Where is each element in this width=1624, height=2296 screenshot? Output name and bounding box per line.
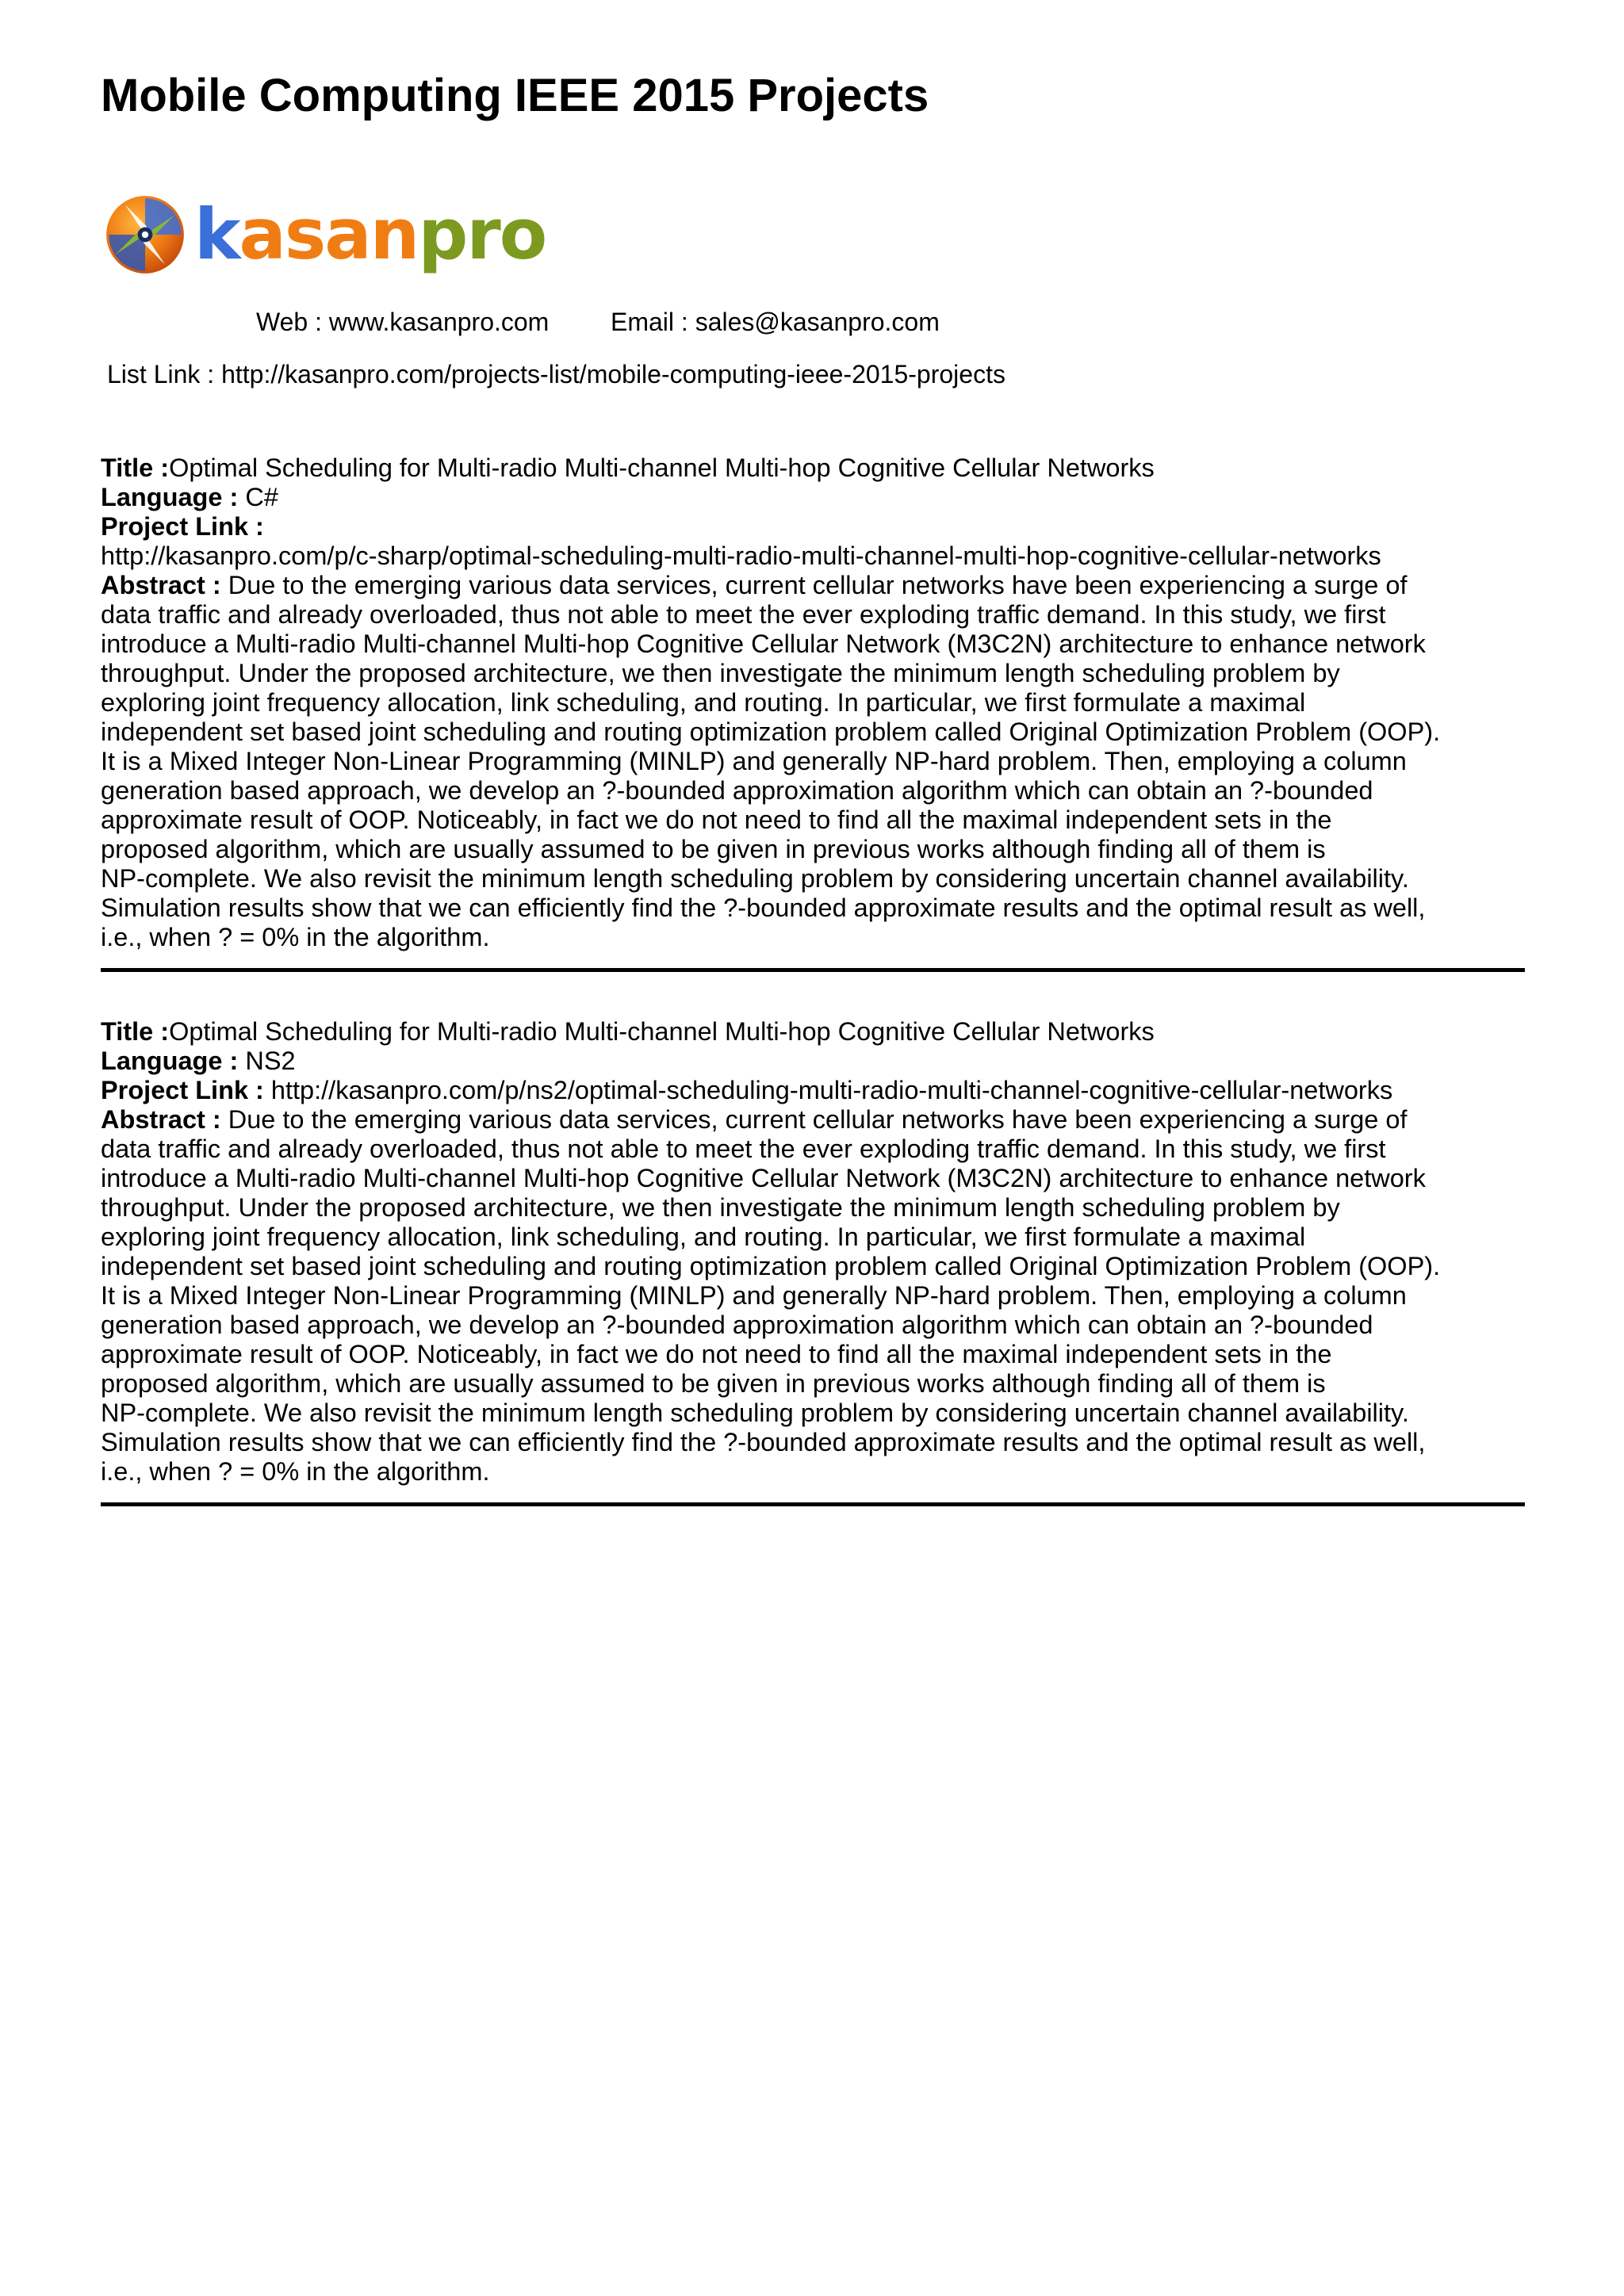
abstract-line (101, 1105, 1525, 1135)
abstract-line: generation based approach, we develop an ?-bounded approximation algorithm which can obtain an ?-bounded (101, 1311, 1373, 1339)
project-language-line (101, 1047, 1525, 1076)
abstract-line: exploring joint frequency allocation, link scheduling, and routing. In particular, we first formulate a maximal (101, 1223, 1306, 1251)
abstract-line: NP-complete. We also revisit the minimum length scheduling problem by considering uncertain channel availability. (101, 864, 1409, 893)
abstract-line (101, 571, 1525, 600)
kasanpro-logo[interactable] (104, 191, 546, 278)
language-label: Language : (101, 483, 239, 511)
abstract-line: i.e., when ? = 0% in the algorithm. (101, 923, 490, 951)
project-language-line (101, 483, 1525, 512)
list-link[interactable]: List Link : http://kasanpro.com/projects-list/mobile-computing-ieee-2015-projects (107, 360, 1005, 388)
language-label: Language : (101, 1047, 239, 1075)
email-contact[interactable]: Email : sales@kasanpro.com (611, 308, 940, 336)
wordmark-part-asan: asan (239, 193, 419, 275)
project-link-label: Project Link : (101, 1076, 264, 1104)
abstract-line: exploring joint frequency allocation, link scheduling, and routing. In particular, we first formulate a maximal (101, 688, 1306, 717)
project-language: NS2 (238, 1047, 296, 1075)
abstract-line: independent set based joint scheduling and routing optimization problem called Original Optimization Problem (OOP). (101, 718, 1441, 746)
abstract-line: Simulation results show that we can efficiently find the ?-bounded approximate results and the optimal result as well, (101, 1428, 1426, 1456)
abstract-label: Abstract : (101, 571, 221, 599)
wordmark-part-k: k (194, 193, 239, 275)
abstract-line: NP-complete. We also revisit the minimum length scheduling problem by considering uncertain channel availability. (101, 1399, 1409, 1427)
project-title: Optimal Scheduling for Multi-radio Multi-channel Multi-hop Cognitive Cellular Networks (169, 1017, 1155, 1046)
kasanpro-logo-icon (104, 193, 186, 276)
abstract-text: Due to the emerging various data services, current cellular networks have been experiencing a surge of (220, 571, 1408, 599)
abstract-line: Simulation results show that we can efficiently find the ?-bounded approximate results and the optimal result as well, (101, 894, 1426, 922)
abstract-line: introduce a Multi-radio Multi-channel Multi-hop Cognitive Cellular Network (M3C2N) architecture to enhance network (101, 1164, 1426, 1192)
title-label: Title : (101, 1017, 170, 1046)
abstract-text: Due to the emerging various data services, current cellular networks have been experiencing a surge of (220, 1105, 1408, 1134)
document-page (101, 68, 1525, 1486)
project-link-label-line (101, 512, 1525, 541)
title-label: Title : (101, 453, 170, 482)
project-title-line (101, 1017, 1525, 1047)
abstract-line: proposed algorithm, which are usually assumed to be given in previous works although finding all of them is (101, 835, 1326, 863)
project-entry (101, 1017, 1525, 1487)
kasanpro-wordmark (194, 191, 546, 278)
abstract-line: independent set based joint scheduling and routing optimization problem called Original Optimization Problem (OOP). (101, 1252, 1441, 1280)
abstract-line: proposed algorithm, which are usually assumed to be given in previous works although finding all of them is (101, 1369, 1326, 1398)
project-link[interactable]: http://kasanpro.com/p/c-sharp/optimal-scheduling-multi-radio-multi-channel-multi-hop-cognitive-cellular-networks (101, 541, 1381, 570)
section-divider (101, 1502, 1525, 1506)
abstract-line: introduce a Multi-radio Multi-channel Multi-hop Cognitive Cellular Network (M3C2N) architecture to enhance network (101, 629, 1426, 658)
abstract-line: approximate result of OOP. Noticeably, in fact we do not need to find all the maximal independent sets in the (101, 806, 1332, 834)
abstract-line: throughput. Under the proposed architecture, we then investigate the minimum length scheduling problem by (101, 659, 1340, 687)
abstract-line: data traffic and already overloaded, thus not able to meet the ever exploding traffic demand. In this study, we first (101, 1135, 1386, 1163)
project-link-line (101, 1076, 1525, 1105)
project-link[interactable]: http://kasanpro.com/p/ns2/optimal-scheduling-multi-radio-multi-channel-cognitive-cellular-networks (263, 1076, 1393, 1104)
abstract-line: It is a Mixed Integer Non-Linear Programming (MINLP) and generally NP-hard problem. Then, employing a column (101, 1281, 1407, 1310)
abstract-line: generation based approach, we develop an ?-bounded approximation algorithm which can obtain an ?-bounded (101, 776, 1373, 805)
abstract-line: approximate result of OOP. Noticeably, in fact we do not need to find all the maximal independent sets in the (101, 1340, 1332, 1368)
abstract-line: i.e., when ? = 0% in the algorithm. (101, 1457, 490, 1486)
abstract-label: Abstract : (101, 1105, 221, 1134)
section-divider (101, 968, 1525, 972)
project-title: Optimal Scheduling for Multi-radio Multi-channel Multi-hop Cognitive Cellular Networks (169, 453, 1155, 482)
document-title: Mobile Computing IEEE 2015 Projects (101, 70, 929, 121)
web-contact[interactable]: Web : www.kasanpro.com (256, 308, 550, 336)
project-link-label: Project Link : (101, 512, 264, 541)
abstract-line: It is a Mixed Integer Non-Linear Programming (MINLP) and generally NP-hard problem. Then, employing a column (101, 747, 1407, 775)
abstract-line: data traffic and already overloaded, thus not able to meet the ever exploding traffic demand. In this study, we first (101, 600, 1386, 629)
project-title-line (101, 453, 1525, 483)
abstract-line: throughput. Under the proposed architecture, we then investigate the minimum length scheduling problem by (101, 1193, 1340, 1222)
wordmark-part-pro: pro (418, 193, 546, 275)
project-language: C# (238, 483, 278, 511)
project-entry (101, 453, 1525, 952)
